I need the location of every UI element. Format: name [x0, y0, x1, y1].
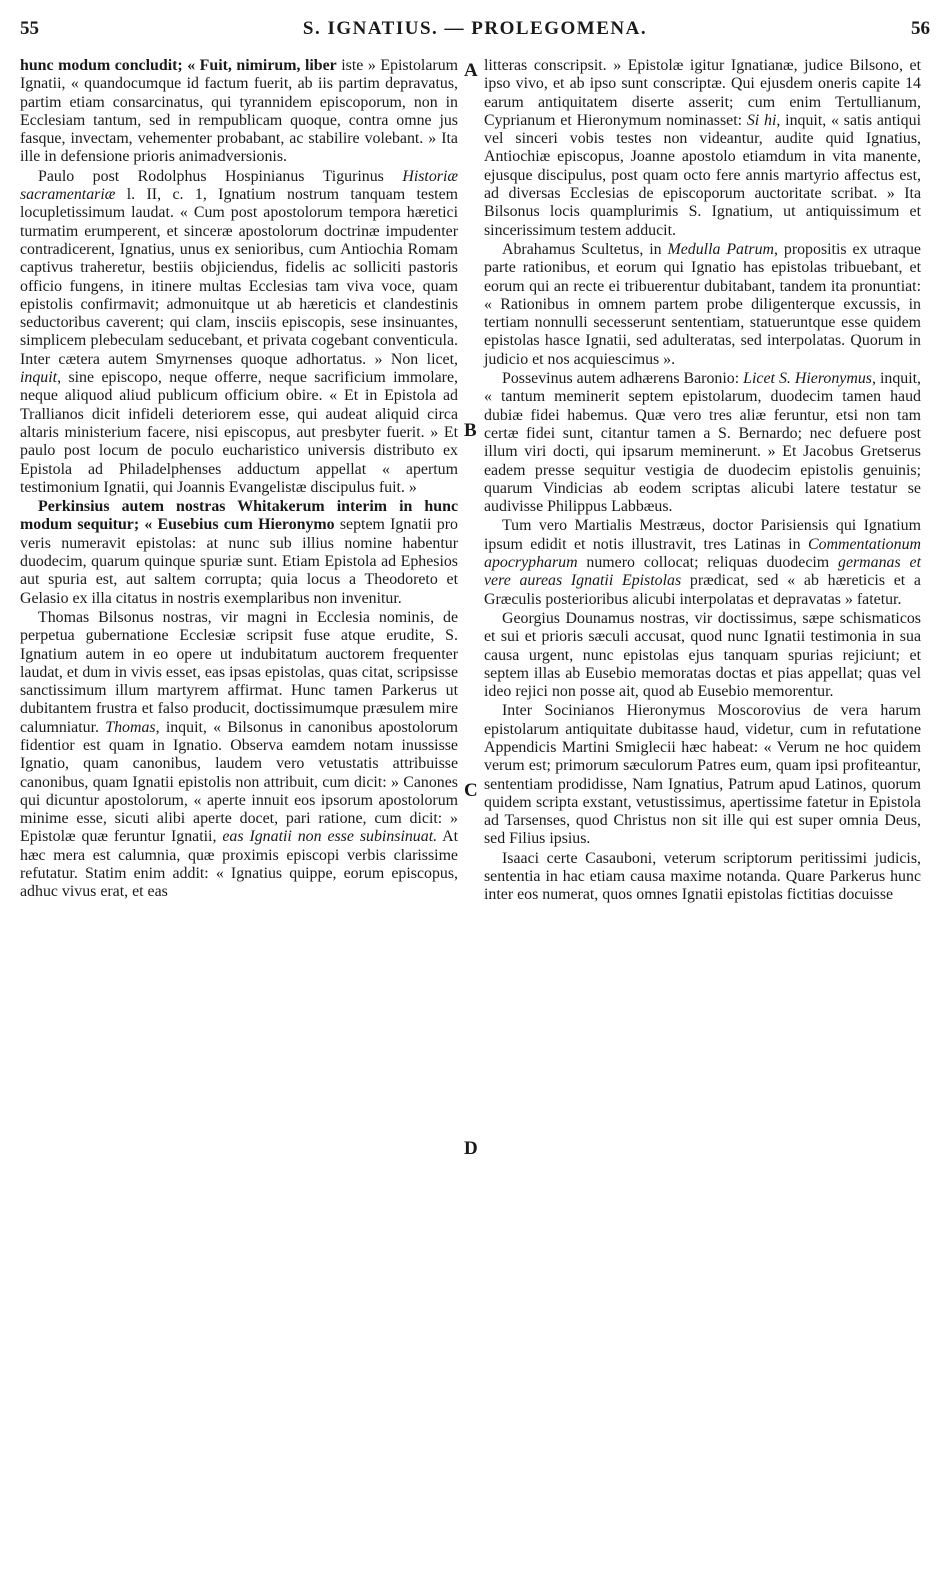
left-paragraph-2 [20, 168, 458, 497]
right-p4-italic: Commentationum apocrypharum [484, 535, 921, 572]
left-paragraph-1 [20, 57, 458, 167]
left-p1-text: iste » Epistolarum Ignatii, « quandocumque id factum fuerit, ab iis partim depravatus, partim etiam consarcinatus, qui tyrannidem episcoporum, non in Ecclesiam tantum, sed in rempublicam quoque, contra omne jus fasque, invectam, vehementer probabant, ac stabilire volebant. » Ita ille in defensione prioris animadversionis. [20, 57, 458, 166]
right-paragraph-5: Georgius Dounamus nostras, vir doctissimus, sæpe schismaticos et sui et prioris sæculi accusat, quod nunc Ignatii testimonia in sua causa urgent, nunc epistolas ejus tanquam spurias rejiciunt; et septem illas ab Eusebio memoratas doctas et pias appellat; quas vel ideo rejici non posse ait, quod ab Eusebio memorentur. [484, 609, 921, 701]
right-p2-b: , propositis ex utraque parte rationibus, et eorum qui Ignatio has epistolas tribuebant, et eorum qui an recte ei tribuerentur dubitabant, tandem ita pronuntiat: « Rationibus in omnem partem probe diligenterque excussis, in tertiam nonnulli secesserunt sententiam, statueruntque esse quidem epistolas hasce Ignatii, sed adulteratas, sed interpolatas. Quorum in judicio et nos acquiescimus ». [484, 240, 921, 368]
right-p2-italic: Medulla Patrum [667, 240, 775, 258]
left-p3-text: septem Ignatii pro veris numeravit epistolas: at nunc sub illius nomine habentur duodecim, quarum quinque spuriæ sunt. Etiam Epistola ad Ephesios aut spuria est, aut saltem corrupta; quia locus a Theodoreto et Gelasio ex illa citatus in nostris exemplaribus non invenitur. [20, 516, 458, 607]
right-p1-a: litteras conscripsit. » Epistolæ igitur Ignatianæ, judice Bilsono, et ipso vivo, et ab ipso sunt conscriptæ. Qui ejusdem oneris capite 14 earum antiquitatem diserte asserit; cum enim Tertullianum, Cyprianum et Hieronymum nominasset: [484, 57, 921, 129]
right-p4-a: Tum vero Martialis Mestræus, doctor Parisiensis qui Ignatium ipsum edidit et notis illustravit, tres Latinas in [484, 517, 921, 553]
right-paragraph-6: Inter Socinianos Hieronymus Moscorovius de vera harum epistolarum antiquitate dubitasse haud, videtur, cum in refutatione Appendicis Martini Smiglecii hæc habeat: « Verum ne hoc quidem verum est; primorum sæculorum Patres eum, quam ipsi profiteantur, sententiam prodidisse, Nam Ignatius, Patrum apud Latinos, quorum quidem scripta exstant, vetustissimus, apertissime fatetur in Epistola ad Tarsenses, quod Christus non sit ille qui est super omnia Deus, sed Filius ipsius. [484, 702, 921, 848]
right-page-number: 56 [911, 18, 930, 39]
left-paragraph-4 [20, 609, 458, 902]
right-p3-b: , inquit, « tantum meminerit septem epistolarum, duodecim tamen haud dubiæ fidei habemus. Quæ vero tres aliæ feruntur, etsi non tam certæ fidei sunt, citantur tamen a S. Bernardo; nec defuere post illum viri docti, qui ipsarum meminerunt. » Et Jacobus Gretserus eadem presse sequitur vestigia de duodecim epistolis genuinis; quarum Vindicias ab eodem scriptas alicubi latere testatur se audivisse Philippus Labbæus. [484, 370, 922, 516]
left-p3-bold: Perkinsius autem nostras Whitakerum interim in hunc modum sequitur; « Eusebius cum Hieronymo [20, 498, 458, 534]
left-p2-italic-2: inquit [20, 369, 58, 387]
left-p4-italic: Thomas [105, 718, 156, 736]
right-paragraph-3 [484, 370, 921, 516]
left-column [20, 57, 458, 902]
left-page-number: 55 [20, 18, 39, 39]
right-p4-b: numero collocat; reliquas duodecim [577, 554, 838, 572]
right-p3-a: Possevinus autem adhærens Baronio: [502, 370, 744, 388]
right-p1-b: , inquit, « satis antiqui vel sinceri vobis testes non videantur, audite quid Ignatius, Antiochiæ episcopus, Joanne apostolo etiamdum in vita manente, ejusque discipulus, post quam octo fere annis martyrio affectus est, ad diversas Ecclesias de episcoporum auctoritate scribat. » Ita Bilsonus locis quamplurimis S. Ignatium, ut antiquissimum et sincerissimum testem adducit. [484, 111, 921, 239]
left-p4-italic-2: eas Ignatii non esse subinsinuat. [222, 828, 438, 846]
left-p2-italic: Historiæ sacramentariæ [20, 167, 458, 204]
margin-marker-b: B [464, 420, 477, 441]
left-p4-b: , inquit, « Bilsonus in canonibus apostolorum fidentior est quam in Ignatio. Observa eamdem notam inussisse Ignatio, quam canonibus, laudem vero vetustatis attribuisse canonibus, quam Ignatii epistolis non attribuit, cum dicit: » Canones qui dicuntur apostolorum, « aperte innuit eos ipsorum apostolorum minime esse, sicuti alibi aperte docet, pari ratione, cum dicit: » Epistolæ quæ feruntur Ignatii, [20, 718, 458, 846]
running-title: S. IGNATIUS. — PROLEGOMENA. [302, 18, 648, 39]
right-p3-italic: Licet S. Hieronymus [743, 370, 872, 388]
left-paragraph-3 [20, 498, 458, 608]
left-p2-b: l. II, c. 1, Ignatium nostrum tanquam testem locupletissimum laudat. « Cum post apostolorum tempora hæretici turmatim erumperent, et sinceræ apostolorum doctrinæ impudenter contradicerent, Ignatius, unus ex senioribus, cum Antiochia Romam captivus traheretur, bestiis objiciendus, fidelis ac solliciti pastoris officio fungens, in itinere multas Ecclesias tam viva voce, quam epistolis confirmavit; admonuitque ut ab hæreticis et clandestinis seductoribus caverent; qui clam, insciis episcopis, sese insinuantes, simplicem plebeculam seducebant, et privata cogebant conventicula. Inter cætera autem Smyrnenses quoque adhortatus. » Non licet, [20, 186, 458, 368]
right-paragraph-1 [484, 57, 921, 240]
right-column [484, 57, 921, 905]
margin-marker-a: A [464, 60, 478, 81]
margin-marker-d: D [464, 1138, 478, 1159]
right-paragraph-7: Isaaci certe Casauboni, veterum scriptorum peritissimi judicis, sententia in hac etiam causa maxime notanda. Quare Parkerus hunc inter eos numerat, quos omnes Ignatii epistolas fictitias docuisse [484, 849, 921, 904]
left-p2-a: Paulo post Rodolphus Hospinianus Tigurinus [38, 167, 403, 185]
page-header [20, 18, 930, 42]
right-p2-a: Abrahamus Scultetus, in [502, 240, 668, 258]
right-paragraph-2 [484, 241, 921, 369]
left-p1-bold: hunc modum concludit; « Fuit, nimirum, liber [20, 57, 337, 74]
right-p4-italic-2: germanas et vere aureas Ignatii Epistolas [484, 554, 921, 590]
left-p4-c: At hæc mera est calumnia, quæ proximis episcopi verbis clarissime refutatur. Statim enim addit: « Ignatius quippe, eorum episcopus, adhuc vivus erat, et eas [20, 828, 459, 901]
right-paragraph-4 [484, 517, 921, 608]
margin-marker-c: C [464, 780, 478, 801]
right-p1-italic: Si hi [746, 111, 777, 129]
left-p4-a: Thomas Bilsonus nostras, vir magni in Ecclesia nominis, de perpetua gubernatione Ecclesiæ scripsit fuse atque erudite, S. Ignatium autem in eo opere ut indubitatum auctorem frequenter laudat, et dum in vivis esset, eas ipsas epistolas, quas citat, scripsisse sanctissimum illum martyrem affirmat. Hunc tamen Parkerus ut dubitantem frustra et falso producit, doctissimumque præsulem mire calumniatur. [20, 608, 458, 736]
right-p4-c: prædicat, sed « ab hæreticis et a Græculis posterioribus alicubi interpolatas et depravatas » fatetur. [484, 572, 921, 608]
left-p2-c: , sine episcopo, neque offerre, neque sacrificium immolare, neque aliquod aliud publicum officium obire. « Et in Epistola ad Trallianos dicit infideli deteriorem esse, qui audeat aliquid circa altaris ministerium facere, nisi episcopus, aut presbyter fuerit. » Et paulo post locum de poculo eucharistico universis distributo ex Epistola ad Philadelphenses adductum appellat « apertum testimonium Ignatii, qui Joannis Evangelistæ discipulus fuit. » [20, 369, 458, 496]
